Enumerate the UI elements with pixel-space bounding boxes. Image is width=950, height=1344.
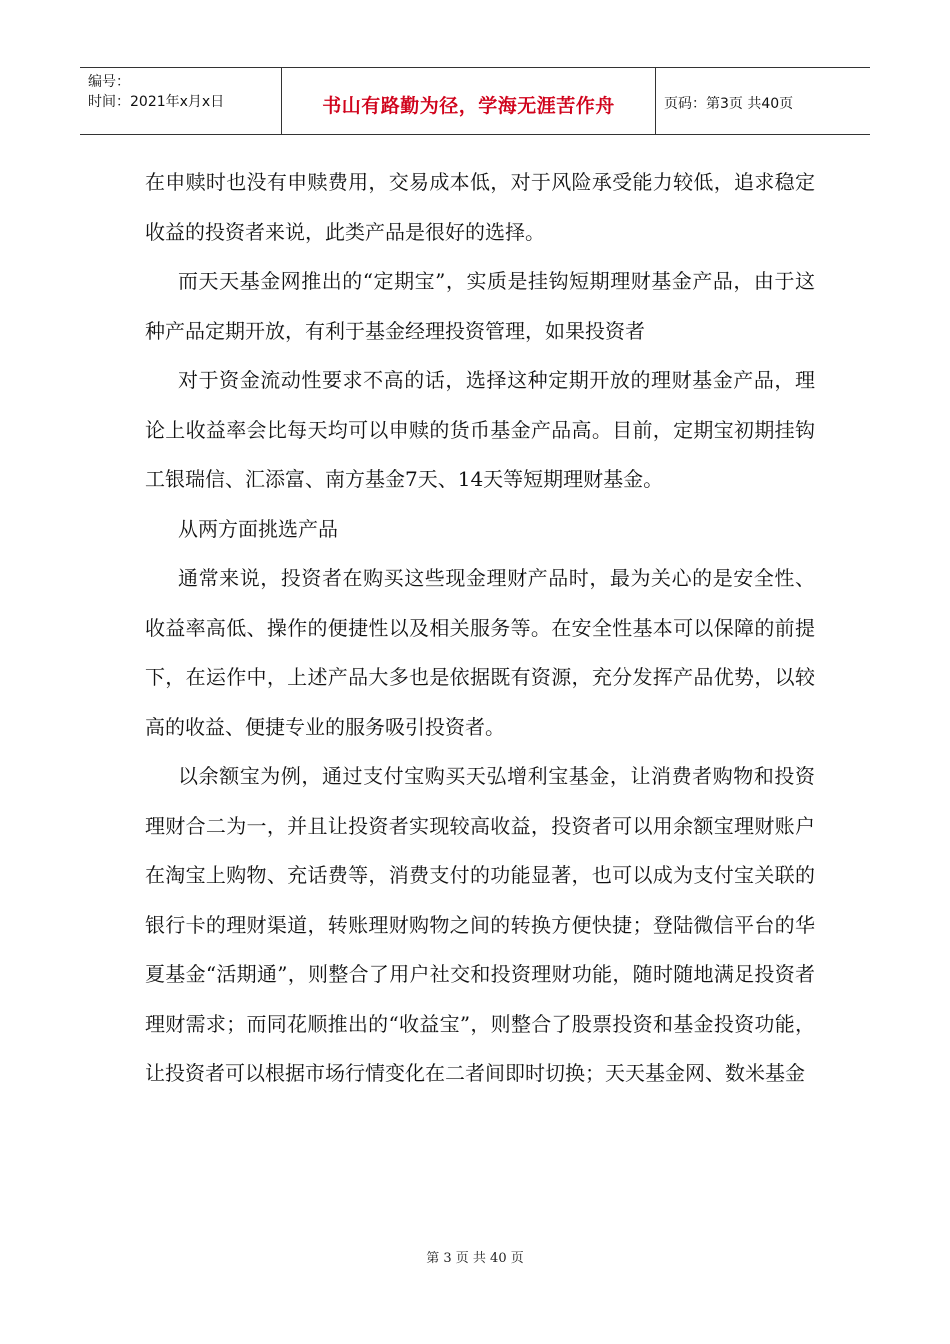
document-body [145,158,815,1099]
paragraph: 通常来说，投资者在购买这些现金理财产品时，最为关心的是安全性、收益率高低、操作的便捷性以及相关服务等。在安全性基本可以保障的前提下，在运作中，上述产品大多也是依据既有资源，充分发挥产品优势，以较高的收益、便捷专业的服务吸引投资者。 [145,566,815,739]
header-motto-cell [282,68,656,134]
page-info-text: 页码：第3页 共40页 [664,96,794,112]
section-heading: 从两方面挑选产品 [178,516,338,541]
serial-label: 编号： [88,74,130,90]
page-header [80,67,870,135]
header-page-info [656,68,870,134]
paragraph: 以余额宝为例，通过支付宝购买天弘增利宝基金，让消费者购物和投资理财合二为一，并且让投资者实现较高收益，投资者可以用余额宝理财账户在淘宝上购物、充话费等，消费支付的功能显著，也可以成为支付宝关联的银行卡的理财渠道，转账理财购物之间的转换方便快捷；登陆微信平台的华夏基金“活期通”，则整合了用户社交和投资理财功能，随时随地满足投资者理财需求；而同花顺推出的“收益宝”，则整合了股票投资和基金投资功能，让投资者可以根据市场行情变化在二者间即时切换；天天基金网、数米基金 [145,764,815,1085]
motto-text: 书山有路勤为径，学海无涯苦作舟 [322,94,615,117]
paragraph: 而天天基金网推出的“定期宝”，实质是挂钩短期理财基金产品，由于这种产品定期开放，有利于基金经理投资管理，如果投资者 [145,269,815,343]
footer-page-number: 第 3 页 共 40 页 [426,1251,524,1266]
paragraph: 对于资金流动性要求不高的话，选择这种定期开放的理财基金产品，理论上收益率会比每天均可以申赎的货币基金产品高。目前，定期宝初期挂钩工银瑞信、汇添富、南方基金7天、14天等短期理财基金。 [145,368,815,491]
page-footer [0,1247,950,1266]
header-meta [80,68,282,134]
paragraph-continuation: 在申赎时也没有申赎费用，交易成本低，对于风险承受能力较低，追求稳定收益的投资者来说，此类产品是很好的选择。 [145,170,815,244]
date-label: 时间：2021年x月x日 [88,94,225,110]
